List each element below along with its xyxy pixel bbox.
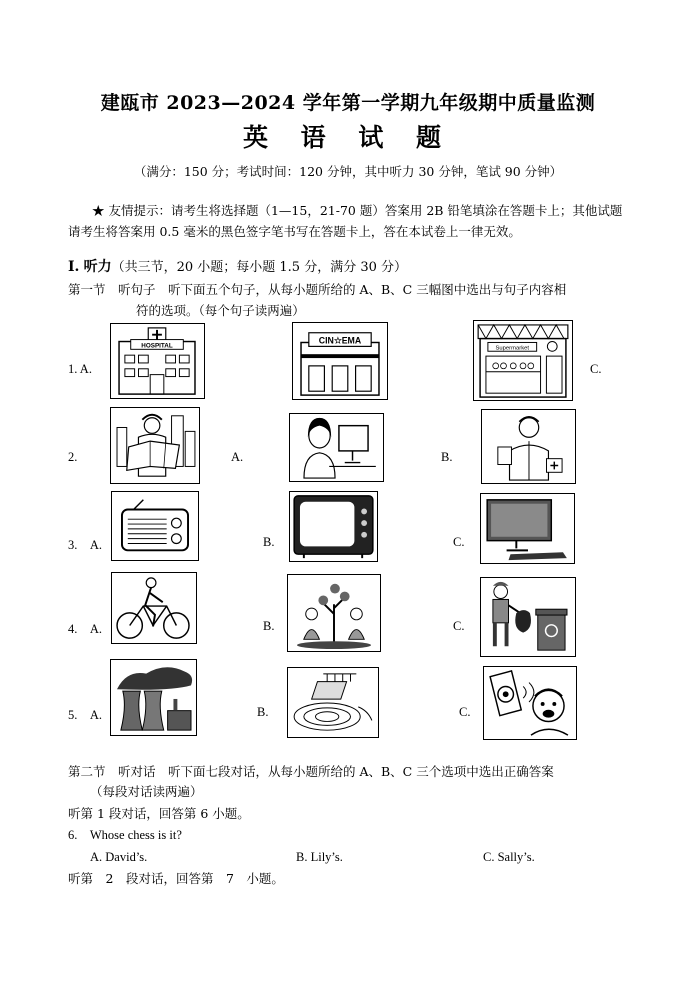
supermarket-sign: Supermarket (495, 345, 530, 352)
part-2-line-1: 第二节 听对话 听下面七段对话，从每小题所给的 A、B、C 三个选项中选出正确答案 (68, 764, 554, 779)
part-2-line-2: （每段对话读两遍） (90, 784, 203, 799)
radio-picture (111, 491, 199, 561)
dialog-2-instruction: 听第 2 段对话，回答第 7 小题。 (68, 871, 284, 886)
section-roman: I. (68, 259, 80, 275)
part-1-line-1: 第一节 听句子 听下面五个句子，从每小题所给的 A、B、C 三幅图中选出与句子内容相 (68, 282, 567, 297)
supermarket-picture (473, 320, 573, 401)
exam-info: （满分：150 分；考试时间：120 分钟，其中听力 30 分钟，笔试 90 分钟） (133, 164, 563, 179)
polluted-water-picture (287, 667, 379, 738)
boy-recycling-picture (480, 577, 576, 657)
question-6: 6. Whose chess is it? (68, 828, 182, 842)
option-label: B. (263, 535, 275, 549)
hospital-sign: HOSPITAL (141, 342, 173, 350)
option-label: C. (453, 619, 465, 633)
question-number: 3. A. (68, 538, 103, 552)
option-label: C. (459, 705, 471, 719)
factory-smoke-picture (110, 659, 197, 736)
part-1-instructions (68, 279, 628, 321)
option-label: C. (453, 535, 465, 549)
section-1-heading (68, 256, 407, 276)
children-planting-tree-picture (287, 574, 381, 652)
man-with-map-picture (110, 407, 200, 484)
option-label: C. (590, 362, 602, 376)
hospital-picture (110, 323, 205, 399)
exam-subtitle: 英 语 试 题 (242, 123, 454, 152)
question-number: 4. A. (68, 622, 103, 636)
television-picture (289, 491, 378, 562)
option-label: A. (231, 450, 244, 464)
noisy-speaker-picture (483, 666, 577, 740)
option-label: B. (257, 705, 269, 719)
cyclist-picture (111, 572, 197, 644)
question-number: 5. A. (68, 708, 103, 722)
cinema-sign: CIN☆EMA (318, 335, 362, 346)
option-label: B. (441, 450, 453, 464)
section-name: 听力 (83, 259, 112, 275)
notice-text: ★ 友情提示：请考生将选择题（1—15，21-70 题）答案用 2B 铅笔填涂在答题卡上；其他试题请考生将答案用 0.5 毫米的黑色签字笔书写在答题卡上，答在本试卷上一律无效。 (68, 203, 623, 239)
q6-option-c: C. Sally’s. (483, 850, 535, 864)
dialog-1-instruction: 听第 1 段对话，回答第 6 小题。 (68, 806, 250, 821)
option-label: B. (263, 619, 275, 633)
doctor-picture (481, 409, 576, 484)
q6-option-a: A. David’s. (90, 850, 148, 864)
question-number: 1. A. (68, 362, 92, 376)
q6-option-b: B. Lily’s. (296, 850, 343, 864)
exam-title: 建瓯市 2023—2024 学年第一学期九年级期中质量监测 (100, 92, 596, 114)
section-desc: （共三节，20 小题；每小题 1.5 分，满分 30 分） (111, 260, 407, 275)
part-1-line-2: 符的选项。（每个句子读两遍） (136, 303, 305, 318)
computer-monitor-picture (480, 493, 575, 564)
question-number: 2. (68, 450, 78, 464)
woman-at-computer-picture (289, 413, 384, 482)
cinema-picture (292, 322, 388, 400)
